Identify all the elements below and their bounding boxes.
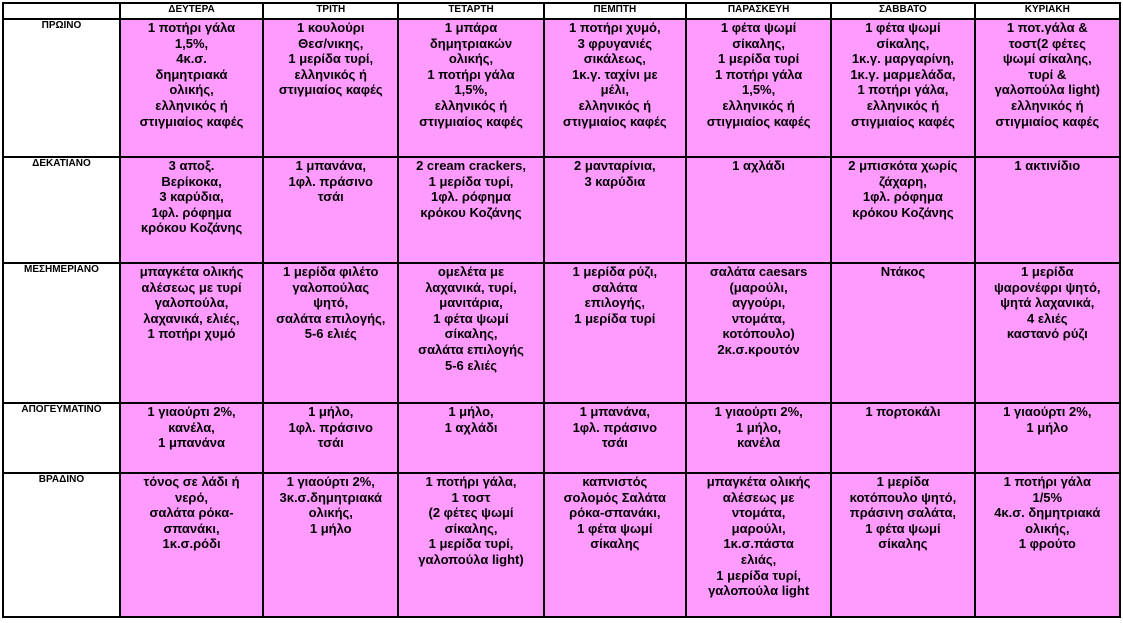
weekly-meal-plan-table [2,2,1121,618]
meal-row-lunch [3,263,1120,403]
corner-cell [3,3,120,19]
meal-label-afternoon: ΑΠΟΓΕΥΜΑΤΙΝΟ [3,403,120,473]
meal-cell: 1 μερίδα ψαρονέφρι ψητό, ψητά λαχανικά, 4 ελιές καστανό ρύζι [975,263,1120,403]
meal-label-mid-morning: ΔΕΚΑΤΙΑΝΟ [3,157,120,263]
day-header-saturday: ΣΑΒΒΑΤΟ [831,3,974,19]
meal-row-mid-morning [3,157,1120,263]
meal-cell: 1 φέτα ψωμί σίκαλης, 1 μερίδα τυρί 1 ποτήρι γάλα 1,5%, ελληνικός ή στιγμιαίος καφές [686,19,831,157]
meal-cell: 1 μπάρα δημητριακών ολικής, 1 ποτήρι γάλα 1,5%, ελληνικός ή στιγμιαίος καφές [398,19,543,157]
meal-cell: μπαγκέτα ολικής αλέσεως με τυρί γαλοπούλα, λαχανικά, ελιές, 1 ποτήρι χυμό [120,263,263,403]
meal-cell: τόνος σε λάδι ή νερό, σαλάτα ρόκα- σπανάκι, 1κ.σ.ρόδι [120,473,263,617]
meal-cell: 1 μήλο, 1φλ. πράσινο τσάι [263,403,398,473]
meal-cell: 1 μπανάνα, 1φλ. πράσινο τσάι [263,157,398,263]
meal-cell: 1 ακτινίδιο [975,157,1120,263]
meal-cell: 1 γιαούρτι 2%, 1 μήλο [975,403,1120,473]
meal-cell: 1 γιαούρτι 2%, 1 μήλο, κανέλα [686,403,831,473]
meal-cell: 1 φέτα ψωμί σίκαλης, 1κ.γ. μαργαρίνη, 1κ.γ. μαρμελάδα, 1 ποτήρι γάλα, ελληνικός ή στιγμιαίος καφές [831,19,974,157]
meal-row-breakfast [3,19,1120,157]
day-header-row [3,3,1120,19]
meal-cell: 2 μανταρίνια, 3 καρύδια [544,157,686,263]
meal-row-afternoon [3,403,1120,473]
meal-cell: ομελέτα με λαχανικά, τυρί, μανιτάρια, 1 φέτα ψωμί σίκαλης, σαλάτα επιλογής 5-6 ελιές [398,263,543,403]
meal-cell: 1 αχλάδι [686,157,831,263]
meal-cell: 1 μερίδα ρύζι, σαλάτα επιλογής, 1 μερίδα τυρί [544,263,686,403]
meal-cell: 1 γιαούρτι 2%, 3κ.σ.δημητριακά ολικής, 1 μήλο [263,473,398,617]
meal-cell: μπαγκέτα ολικής αλέσεως με ντομάτα, μαρούλι, 1κ.σ.πάστα ελιάς, 1 μερίδα τυρί, γαλοπούλα light [686,473,831,617]
meal-cell: Ντάκος [831,263,974,403]
meal-cell: 1 μερίδα κοτόπουλο ψητό, πράσινη σαλάτα, 1 φέτα ψωμί σίκαλης [831,473,974,617]
day-header-wednesday: ΤΕΤΑΡΤΗ [398,3,543,19]
meal-label-breakfast: ΠΡΩΙΝΟ [3,19,120,157]
meal-cell: 2 μπισκότα χωρίς ζάχαρη, 1φλ. ρόφημα κρόκου Κοζάνης [831,157,974,263]
day-header-friday: ΠΑΡΑΣΚΕΥΗ [686,3,831,19]
meal-row-dinner [3,473,1120,617]
meal-cell: 1 ποτ.γάλα & τοστ(2 φέτες ψωμί σίκαλης, τυρί & γαλοπούλα light) ελληνικός ή στιγμιαίος καφές [975,19,1120,157]
meal-cell: 1 ποτήρι γάλα 1/5% 4κ.σ. δημητριακά ολικής, 1 φρούτο [975,473,1120,617]
meal-cell: 1 πορτοκάλι [831,403,974,473]
meal-cell: καπνιστός σολομός Σαλάτα ρόκα-σπανάκι, 1 φέτα ψωμί σίκαλης [544,473,686,617]
meal-cell: 1 ποτήρι γάλα 1,5%, 4κ.σ. δημητριακά ολικής, ελληνικός ή στιγμιαίος καφές [120,19,263,157]
meal-cell: 1 ποτήρι γάλα, 1 τοστ (2 φέτες ψωμί σίκαλης, 1 μερίδα τυρί, γαλοπούλα light) [398,473,543,617]
meal-cell: 1 κουλούρι Θεσ/νικης, 1 μερίδα τυρί, ελληνικός ή στιγμιαίος καφές [263,19,398,157]
meal-cell: 1 μπανάνα, 1φλ. πράσινο τσάι [544,403,686,473]
day-header-monday: ΔΕΥΤΕΡΑ [120,3,263,19]
meal-cell: 1 μερίδα φιλέτο γαλοπούλας ψητό, σαλάτα επιλογής, 5-6 ελιές [263,263,398,403]
meal-cell: 3 αποξ. Βερίκοκα, 3 καρύδια, 1φλ. ρόφημα κρόκου Κοζάνης [120,157,263,263]
day-header-tuesday: ΤΡΙΤΗ [263,3,398,19]
meal-cell: 1 ποτήρι χυμό, 3 φρυγανιές σικάλεως, 1κ.γ. ταχίνι με μέλι, ελληνικός ή στιγμιαίος καφές [544,19,686,157]
meal-cell: 2 cream crackers, 1 μερίδα τυρί, 1φλ. ρόφημα κρόκου Κοζάνης [398,157,543,263]
meal-cell: 1 γιαούρτι 2%, κανέλα, 1 μπανάνα [120,403,263,473]
meal-label-lunch: ΜΕΣΗΜΕΡΙΑΝΟ [3,263,120,403]
meal-label-dinner: ΒΡΑΔΙΝΟ [3,473,120,617]
meal-cell: 1 μήλο, 1 αχλάδι [398,403,543,473]
day-header-thursday: ΠΕΜΠΤΗ [544,3,686,19]
meal-cell: σαλάτα caesars (μαρούλι, αγγούρι, ντομάτα, κοτόπουλο) 2κ.σ.κρουτόν [686,263,831,403]
day-header-sunday: ΚΥΡΙΑΚΗ [975,3,1120,19]
